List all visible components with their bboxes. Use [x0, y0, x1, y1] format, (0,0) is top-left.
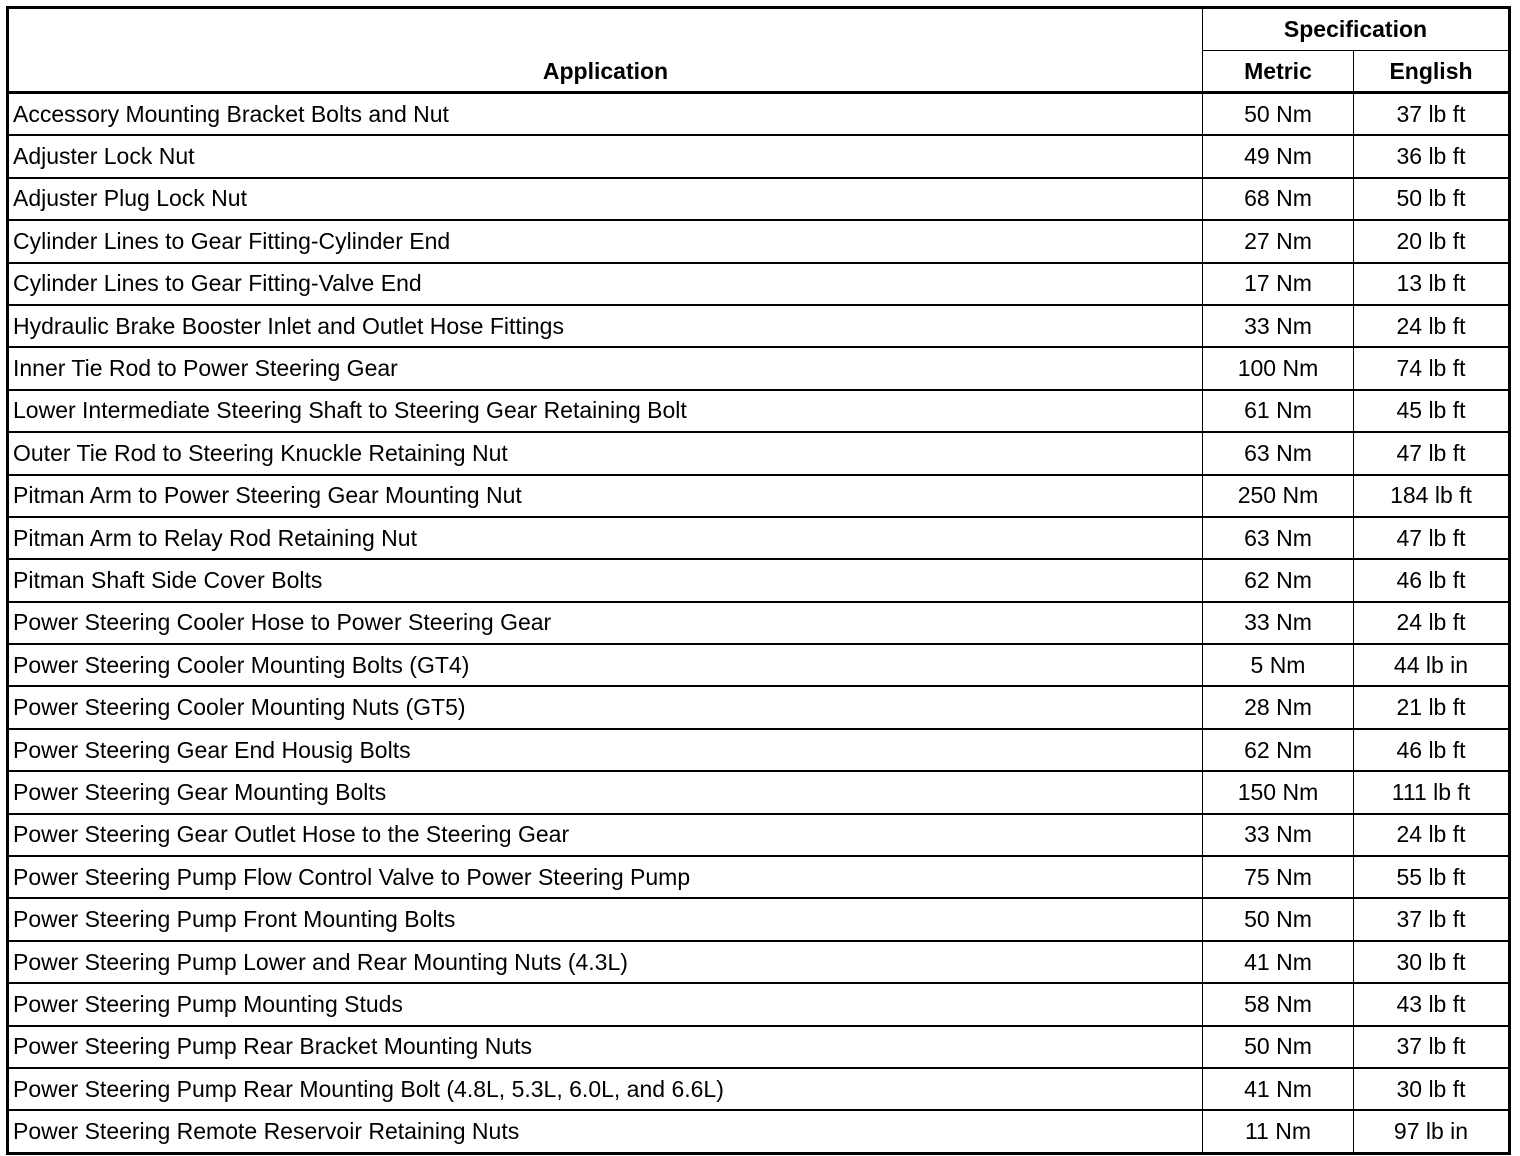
application-cell: Power Steering Remote Reservoir Retaining Nuts	[8, 1110, 1203, 1153]
application-cell: Power Steering Pump Mounting Studs	[8, 983, 1203, 1025]
table-row	[8, 1110, 1510, 1153]
english-cell: 46 lb ft	[1354, 729, 1510, 771]
table-row	[8, 347, 1510, 389]
application-cell: Power Steering Cooler Mounting Bolts (GT4)	[8, 644, 1203, 686]
table-row	[8, 220, 1510, 262]
english-cell: 44 lb in	[1354, 644, 1510, 686]
application-cell: Power Steering Gear End Housig Bolts	[8, 729, 1203, 771]
table-header	[8, 8, 1510, 93]
metric-cell: 33 Nm	[1203, 305, 1354, 347]
metric-cell: 17 Nm	[1203, 263, 1354, 305]
table-row	[8, 771, 1510, 813]
application-cell: Pitman Arm to Relay Rod Retaining Nut	[8, 517, 1203, 559]
table-row	[8, 686, 1510, 728]
table-row	[8, 517, 1510, 559]
application-cell: Adjuster Lock Nut	[8, 135, 1203, 177]
table-row	[8, 390, 1510, 432]
application-cell: Adjuster Plug Lock Nut	[8, 178, 1203, 220]
column-header-english: English	[1354, 51, 1510, 93]
metric-cell: 63 Nm	[1203, 517, 1354, 559]
metric-cell: 11 Nm	[1203, 1110, 1354, 1153]
english-cell: 24 lb ft	[1354, 814, 1510, 856]
english-cell: 74 lb ft	[1354, 347, 1510, 389]
application-cell: Cylinder Lines to Gear Fitting-Valve End	[8, 263, 1203, 305]
metric-cell: 50 Nm	[1203, 898, 1354, 940]
table-row	[8, 178, 1510, 220]
english-cell: 47 lb ft	[1354, 517, 1510, 559]
english-cell: 43 lb ft	[1354, 983, 1510, 1025]
header-row-top	[8, 8, 1510, 51]
english-cell: 37 lb ft	[1354, 898, 1510, 940]
metric-cell: 75 Nm	[1203, 856, 1354, 898]
metric-cell: 62 Nm	[1203, 559, 1354, 601]
table-row	[8, 1026, 1510, 1068]
torque-spec-table	[6, 6, 1511, 1155]
table-row	[8, 941, 1510, 983]
table-row	[8, 644, 1510, 686]
table-row	[8, 305, 1510, 347]
table-row	[8, 135, 1510, 177]
metric-cell: 49 Nm	[1203, 135, 1354, 177]
english-cell: 30 lb ft	[1354, 1068, 1510, 1110]
table-row	[8, 814, 1510, 856]
metric-cell: 63 Nm	[1203, 432, 1354, 474]
table-row	[8, 602, 1510, 644]
application-cell: Power Steering Pump Rear Bracket Mounting Nuts	[8, 1026, 1203, 1068]
metric-cell: 250 Nm	[1203, 475, 1354, 517]
english-cell: 46 lb ft	[1354, 559, 1510, 601]
table-row	[8, 856, 1510, 898]
english-cell: 55 lb ft	[1354, 856, 1510, 898]
application-cell: Accessory Mounting Bracket Bolts and Nut	[8, 93, 1203, 136]
english-cell: 36 lb ft	[1354, 135, 1510, 177]
application-cell: Power Steering Pump Front Mounting Bolts	[8, 898, 1203, 940]
metric-cell: 41 Nm	[1203, 1068, 1354, 1110]
column-header-application: Application	[8, 8, 1203, 93]
application-cell: Pitman Shaft Side Cover Bolts	[8, 559, 1203, 601]
metric-cell: 50 Nm	[1203, 93, 1354, 136]
table-row	[8, 898, 1510, 940]
application-cell: Power Steering Gear Mounting Bolts	[8, 771, 1203, 813]
application-cell: Outer Tie Rod to Steering Knuckle Retaining Nut	[8, 432, 1203, 474]
metric-cell: 28 Nm	[1203, 686, 1354, 728]
metric-cell: 27 Nm	[1203, 220, 1354, 262]
english-cell: 30 lb ft	[1354, 941, 1510, 983]
table-row	[8, 263, 1510, 305]
application-cell: Pitman Arm to Power Steering Gear Mounting Nut	[8, 475, 1203, 517]
application-cell: Power Steering Pump Lower and Rear Mounting Nuts (4.3L)	[8, 941, 1203, 983]
column-header-metric: Metric	[1203, 51, 1354, 93]
metric-cell: 41 Nm	[1203, 941, 1354, 983]
table-row	[8, 93, 1510, 136]
metric-cell: 5 Nm	[1203, 644, 1354, 686]
application-cell: Hydraulic Brake Booster Inlet and Outlet Hose Fittings	[8, 305, 1203, 347]
english-cell: 37 lb ft	[1354, 93, 1510, 136]
english-cell: 50 lb ft	[1354, 178, 1510, 220]
application-cell: Inner Tie Rod to Power Steering Gear	[8, 347, 1203, 389]
application-cell: Power Steering Cooler Mounting Nuts (GT5)	[8, 686, 1203, 728]
metric-cell: 62 Nm	[1203, 729, 1354, 771]
english-cell: 47 lb ft	[1354, 432, 1510, 474]
english-cell: 45 lb ft	[1354, 390, 1510, 432]
english-cell: 24 lb ft	[1354, 305, 1510, 347]
english-cell: 21 lb ft	[1354, 686, 1510, 728]
application-cell: Lower Intermediate Steering Shaft to Steering Gear Retaining Bolt	[8, 390, 1203, 432]
english-cell: 20 lb ft	[1354, 220, 1510, 262]
application-cell: Power Steering Cooler Hose to Power Steering Gear	[8, 602, 1203, 644]
application-cell: Power Steering Pump Rear Mounting Bolt (4.8L, 5.3L, 6.0L, and 6.6L)	[8, 1068, 1203, 1110]
column-header-specification: Specification	[1203, 8, 1510, 51]
english-cell: 184 lb ft	[1354, 475, 1510, 517]
metric-cell: 50 Nm	[1203, 1026, 1354, 1068]
metric-cell: 150 Nm	[1203, 771, 1354, 813]
metric-cell: 61 Nm	[1203, 390, 1354, 432]
table-row	[8, 559, 1510, 601]
application-cell: Power Steering Pump Flow Control Valve to Power Steering Pump	[8, 856, 1203, 898]
english-cell: 13 lb ft	[1354, 263, 1510, 305]
english-cell: 111 lb ft	[1354, 771, 1510, 813]
table-row	[8, 1068, 1510, 1110]
application-cell: Power Steering Gear Outlet Hose to the Steering Gear	[8, 814, 1203, 856]
table-row	[8, 983, 1510, 1025]
english-cell: 37 lb ft	[1354, 1026, 1510, 1068]
table-row	[8, 475, 1510, 517]
metric-cell: 33 Nm	[1203, 602, 1354, 644]
metric-cell: 33 Nm	[1203, 814, 1354, 856]
table-row	[8, 432, 1510, 474]
metric-cell: 68 Nm	[1203, 178, 1354, 220]
table-body	[8, 93, 1510, 1154]
table-row	[8, 729, 1510, 771]
metric-cell: 100 Nm	[1203, 347, 1354, 389]
english-cell: 24 lb ft	[1354, 602, 1510, 644]
application-cell: Cylinder Lines to Gear Fitting-Cylinder End	[8, 220, 1203, 262]
english-cell: 97 lb in	[1354, 1110, 1510, 1153]
metric-cell: 58 Nm	[1203, 983, 1354, 1025]
